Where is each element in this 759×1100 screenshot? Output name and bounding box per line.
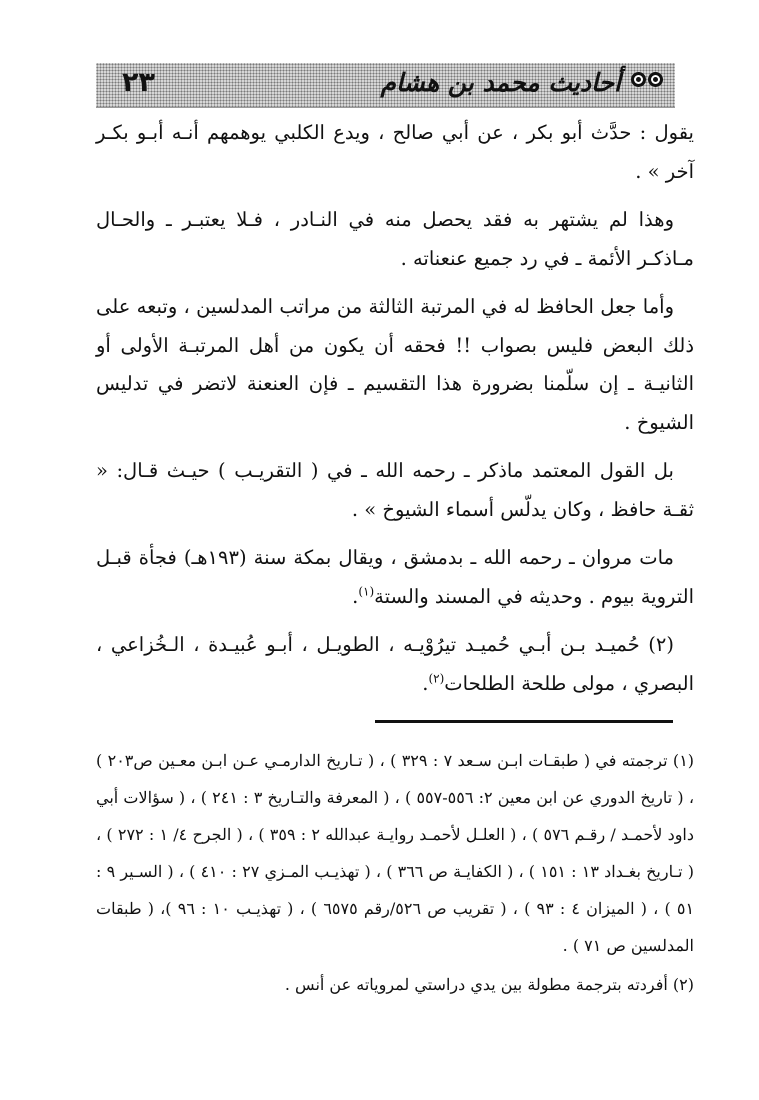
paragraph-2: وهذا لم يشتهر به فقد يحصل منه في النـادر ، فـلا يعتبـر ـ والحـال مـاذكـر الأئمة ـ في رد جميع عنعناته . [96,208,694,270]
paragraph-6 [96,626,694,703]
paragraph-5-text: مات مروان ـ رحمه الله ـ بدمشق ، ويقال بمكة سنة (١٩٣هـ) فجأة قبـل التروية بيوم . وحديثه في المسند والستة [96,546,694,608]
footnote-ref-2[interactable]: (٢) [428,671,445,685]
ornament-circle-icon [631,72,646,87]
paragraph-5-end: . [352,584,359,608]
footnote-separator [375,720,673,723]
running-header [96,63,675,108]
footnote-2: (٢) أفردته بترجمة مطولة بين يدي دراستي لمروياته عن أنس . [284,975,694,994]
header-ornament-icon [631,72,663,87]
main-text [96,114,694,713]
paragraph-4: بل القول المعتمد ماذكر ـ رحمه الله ـ في ( التقريـب ) حيـث قـال: « ثقـة حافظ ، وكان يدلّس أسماء الشيوخ » . [96,459,694,521]
paragraph-6-text: (٢) حُميـد بـن أبـي حُميـد تيرُوْيـه ، الطويـل ، أبـو عُبيـدة ، الـخُزاعي ، البصري ، مولى طلحة الطلحات [96,633,694,695]
paragraph-6-end: . [422,671,429,695]
footnotes [96,742,694,1003]
footnote-ref-1[interactable]: (١) [358,584,375,598]
paragraph-1: يقول : حدَّث أبو بكر ، عن أبي صالح ، ويدع الكلبي يوهمهم أنـه أبـو بكـر آخر » . [96,121,694,183]
page-number: ٢٣ [122,67,155,98]
ornament-circle-icon [648,72,663,87]
footnote-1: (١) ترجمته في ( طبقـات ابـن سـعد ٧ : ٣٢٩ ) ، ( تـاريخ الدارمـي عـن ابـن معـين ص٢٠٣ ) ، ( تاريخ الدوري عن ابن معين ٢: ٥٥٦-٥٥٧ ) ، ( المعرفة والتـاريخ ٣ : ٢٤١ ) ، ( سؤالات أبي داود لأحمـد / رقـم ٥٧٦ ) ، ( العلـل لأحمـد روايـة عبدالله ٢ : ٣٥٩ ) ، ( الجرح ٤/ ١ : ٢٧٢ ) ، ( تـاريخ بغـداد ١٣ : ١٥١ ) ، ( الكفايـة ص ٣٦٦ ) ، ( تهذيـب المـزي ٢٧ : ٤١٠ ) ، ( السـير ٩ : ٥١ ) ، ( الميزان ٤ : ٩٣ ) ، ( تقريب ص ٥٢٦/رقم ٦٥٧٥ ) ، ( تهذيـب ١٠ : ٩٦ )، ( طبقات المدلسين ص ٧١ ) . [96,751,695,955]
paragraph-3: وأما جعل الحافظ له في المرتبة الثالثة من مراتب المدلسين ، وتبعه على ذلك البعض فليس بصواب !! فحقه أن يكون من أهل المرتبـة الأولى أو الثانيـة ـ إن سلّمنا بضرورة هذا التقسيم ـ فإن العنعنة لاتضر في تدليس الشيوخ . [96,295,694,434]
paragraph-5 [96,539,694,616]
header-title: أحاديث محمد بن هشام [380,68,621,97]
